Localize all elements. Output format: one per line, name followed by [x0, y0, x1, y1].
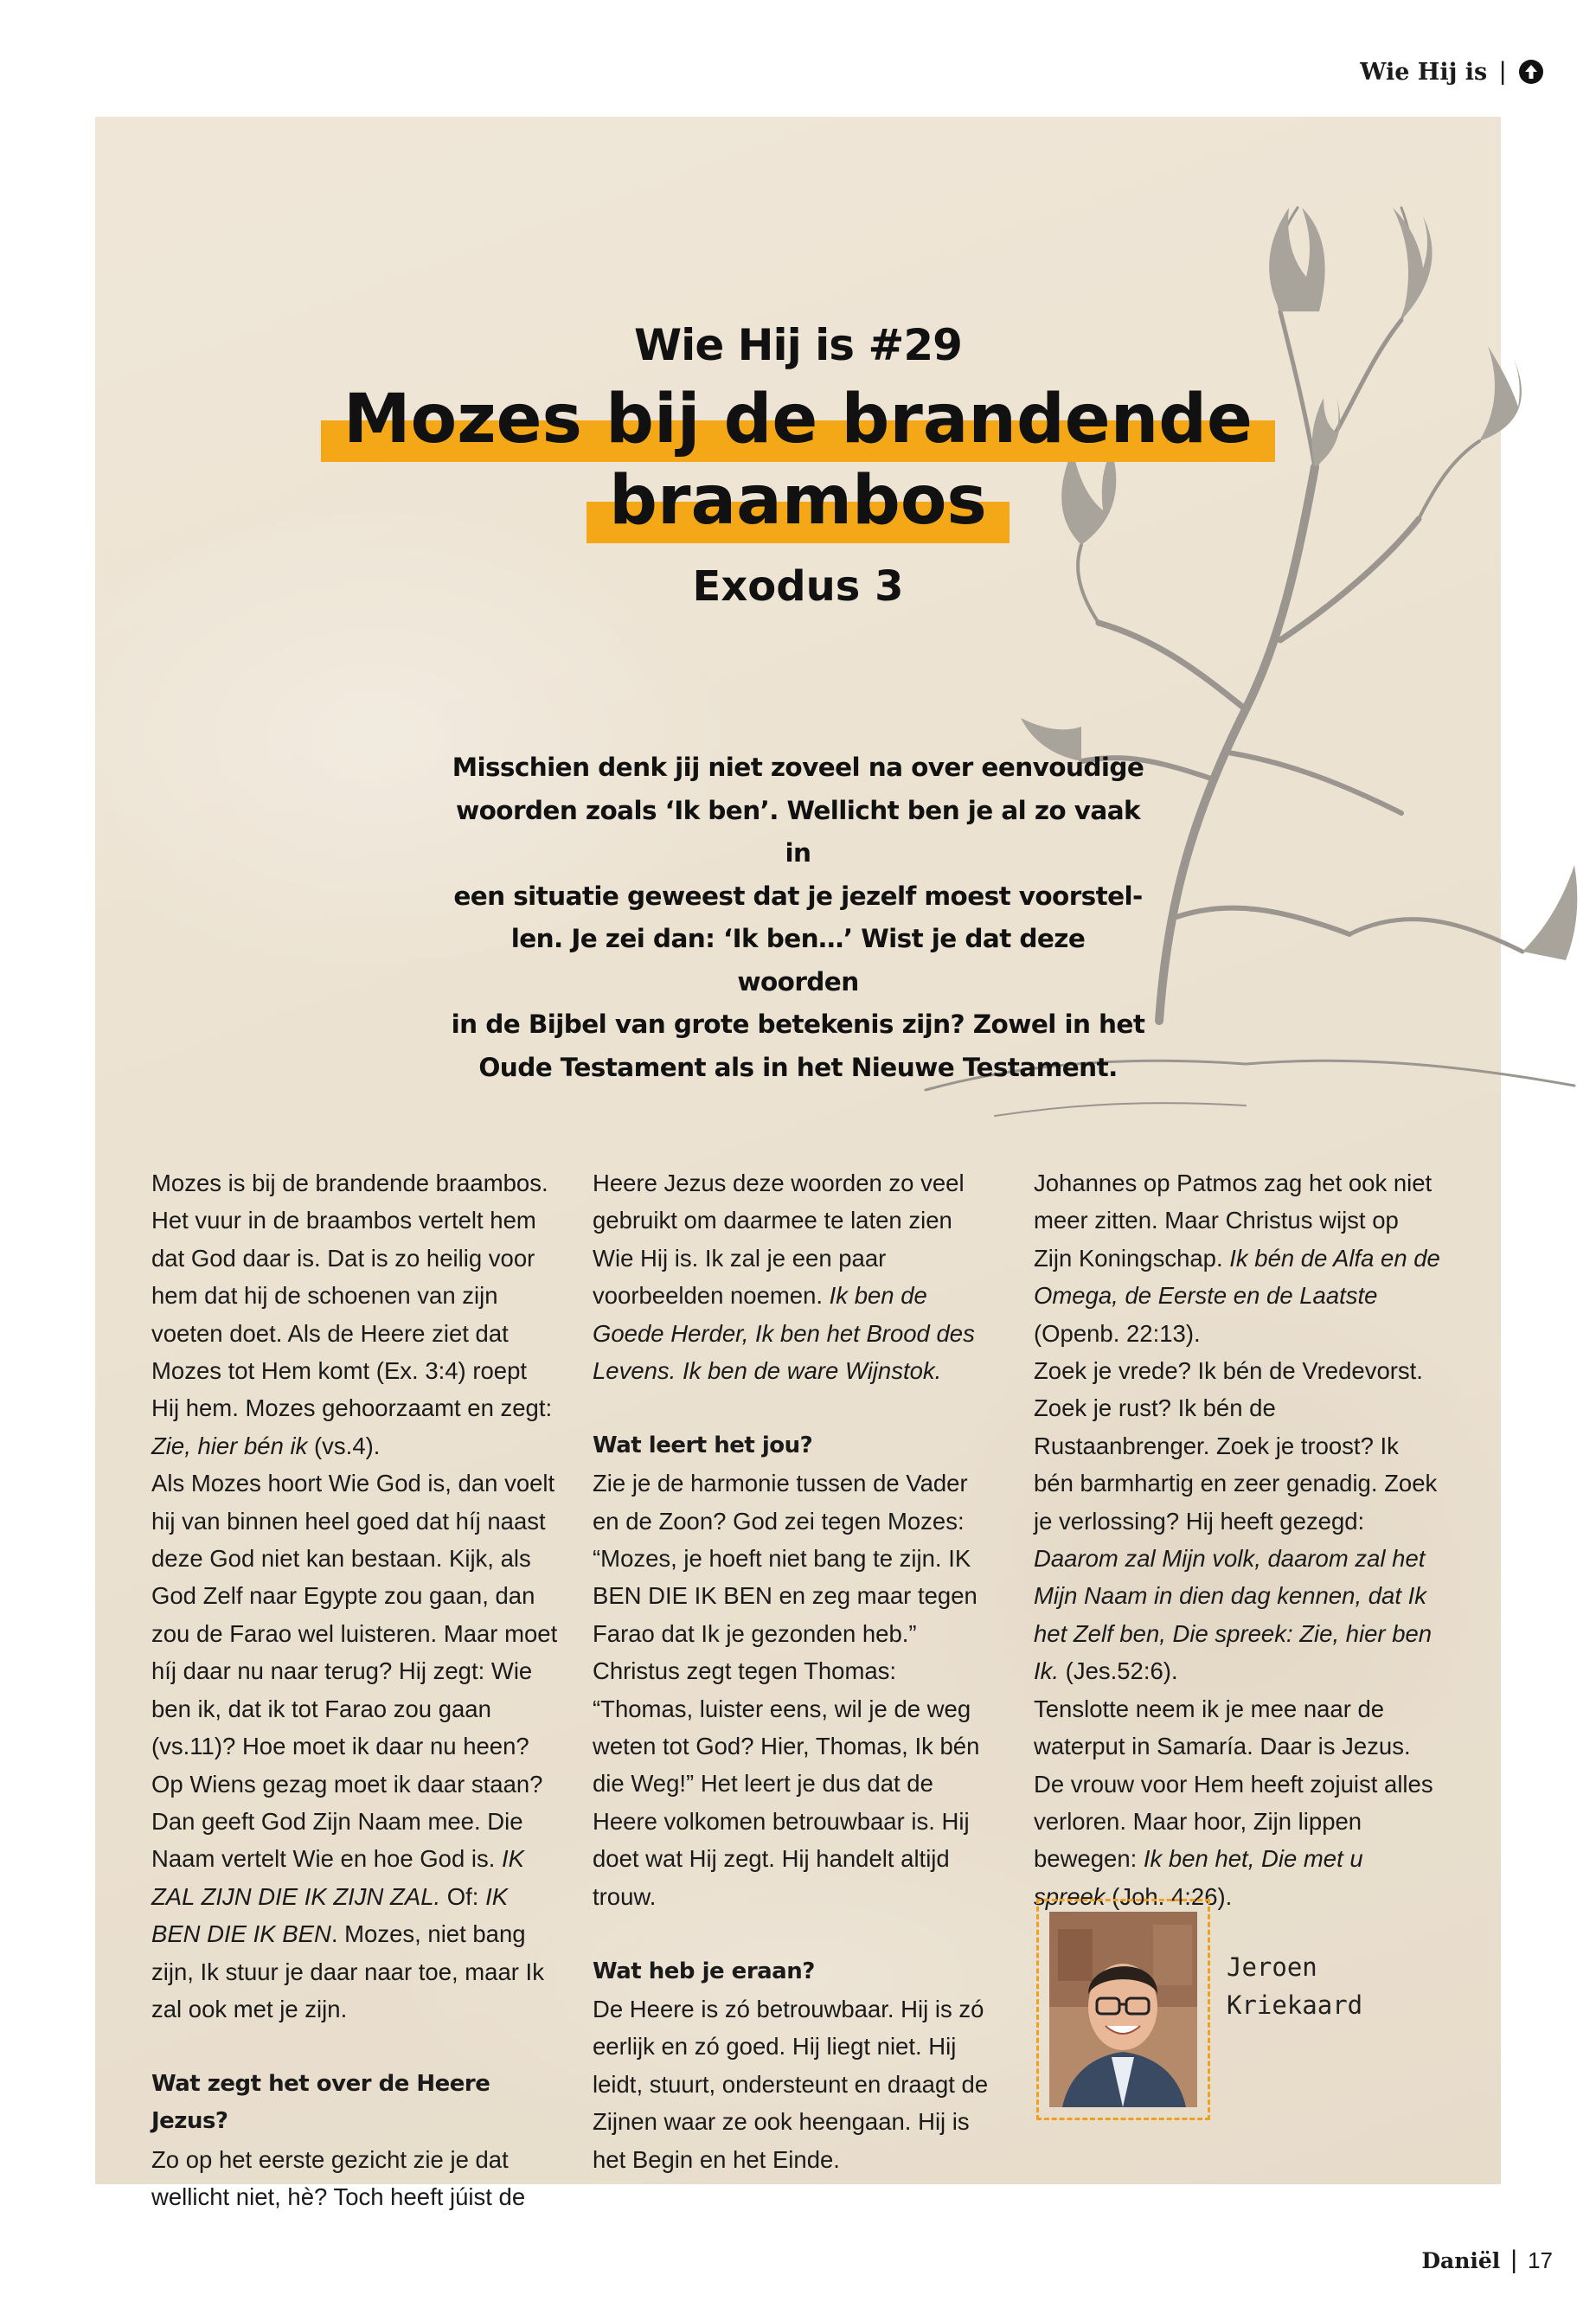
arrow-up-circle-icon [1518, 59, 1544, 85]
intro-paragraph: Misschien denk jij niet zoveel na over eenvoudige woorden zoals ‘Ik ben’. Wellicht ben je al zo vaak in een situatie geweest dat je jezelf moest voorstel- len. Je zei dan: ‘Ik ben…’ Wist je dat deze woorden in de Bijbel van grote betekenis zijn? Zowel in het Oude Testament als in het Nieuwe Testament. [451, 753, 1145, 1082]
page-number: 17 [1528, 2247, 1553, 2273]
title-line-1: Mozes bij de brandende [321, 382, 1275, 462]
subheading: Wat heb je eraan? [593, 1958, 815, 1984]
paragraph: Mozes is bij de brandende braambos. Het vuur in de braambos vertelt hem dat God daar is. Dat is zo heilig voor hem dat hij de schoenen van zijn voeten doet. Als de Heere ziet dat Mozes tot Hem komt (Ex. 3:4) roept Hij hem. Mozes gehoorzaamt en zegt: Zie, hier bén ik (vs.4). [151, 1170, 553, 1459]
title-line-2: braambos [586, 464, 1010, 543]
paragraph: Als Mozes hoort Wie God is, dan voelt hij van binnen heel goed dat híj naast deze God niet kan bestaan. Kijk, als God Zelf naar Egypte zou gaan, dan zou de Farao wel luisteren. Maar moet híj daar nu naar terug? Hij zegt: Wie ben ik, dat ik tot Farao zou gaan (vs.11)? Hoe moet ik daar nu heen? Op Wiens gezag moet ik daar staan? Dan geeft God Zijn Naam mee. Die Naam vertelt Wie en hoe God is. IK ZAL ZIJN DIE IK ZIJN ZAL. Of: IK BEN DIE IK BEN. Mozes, niet bang zijn, Ik stuur je daar naar toe, maar Ik zal ook met je zijn. [151, 1470, 558, 2022]
header-separator: | [1499, 57, 1506, 86]
section-label: Wie Hij is [1360, 58, 1488, 86]
author-photo-frame [1036, 1899, 1210, 2120]
paragraph: Zo op het eerste gezicht zie je dat wellicht niet, hè? Toch heeft júist de [151, 2145, 526, 2210]
author-portrait [1049, 1912, 1197, 2107]
footer-separator: | [1510, 2246, 1518, 2274]
column-1 [151, 1164, 558, 2215]
title-block [0, 320, 1596, 611]
magazine-name: Daniël [1421, 2247, 1501, 2273]
section-header [1360, 57, 1544, 87]
subheading: Wat zegt het over de Heere Jezus? [151, 2070, 490, 2135]
paragraph: Zoek je vrede? Ik bén de Vredevorst. Zoek je rust? Ik bén de Rustaanbrenger. Zoek je troost? Ik bén barmhartig en zeer genadig. Zoek je verlossing? Hij heeft gezegd: Daarom zal Mijn volk, daarom zal het Mijn Naam in dien dag kennen, dat Ik het Zelf ben, Die spreek: Zie, hier ben Ik. (Jes.52:6). [1034, 1357, 1438, 1685]
paragraph: Johannes op Patmos zag het ook niet meer zitten. Maar Christus wijst op Zijn Koningschap. Ik bén de Alfa en de Omega, de Eerste en de Laatste (Openb. 22:13). [1034, 1170, 1440, 1347]
paragraph: Tenslotte neem ik je mee naar de waterput in Samaría. Daar is Jezus. De vrouw voor Hem heeft zojuist alles verloren. Maar hoor, Zijn lippen bewegen: Ik ben het, Die met u spreek (Joh. 4:26). [1034, 1695, 1433, 1910]
paragraph: Zie je de harmonie tussen de Vader en de Zoon? God zei tegen Mozes: “Mozes, je hoeft niet bang te zijn. IK BEN DIE IK BEN en zeg maar tegen Farao dat Ik je gezonden heb.” Christus zegt tegen Thomas: “Thomas, luister eens, wil je de weg weten tot God? Hier, Thomas, Ik bén die Weg!” Het leert je dus dat de Heere volkomen betrouwbaar is. Hij doet wat Hij zegt. Hij handelt altijd trouw. [593, 1470, 980, 1910]
column-2 [593, 1164, 999, 2178]
author-name: Jeroen Kriekaard [1227, 1952, 1363, 2020]
subheading: Wat leert het jou? [593, 1432, 813, 1458]
paragraph: De Heere is zó betrouwbaar. Hij is zó eerlijk en zó goed. Hij liegt niet. Hij leidt, stuurt, ondersteunt en draagt de Zijnen waar ze ook heengaan. Hij is het Begin en het Einde. [593, 1995, 989, 2173]
page-footer [1421, 2246, 1553, 2275]
paragraph: Heere Jezus deze woorden zo veel gebruikt om daarmee te laten zien Wie Hij is. Ik zal je een paar voorbeelden noemen. Ik ben de Goede Herder, Ik ben het Brood des Levens. Ik ben de ware Wijnstok. [593, 1170, 975, 1385]
bible-reference: Exodus 3 [692, 562, 904, 611]
series-title: Wie Hij is #29 [634, 320, 962, 370]
column-3 [1034, 1164, 1440, 1915]
